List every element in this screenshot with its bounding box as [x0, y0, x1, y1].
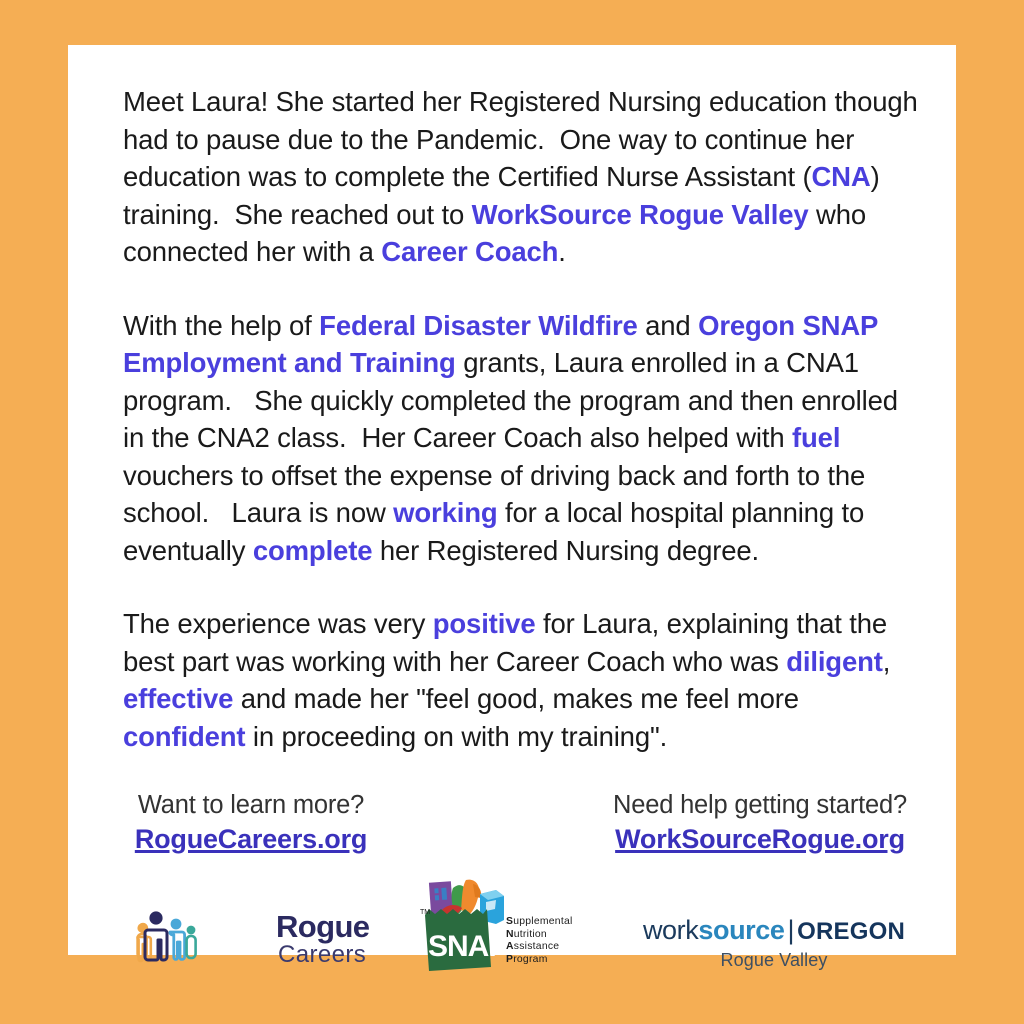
story-text-run: and made her "feel good, makes me feel more — [233, 683, 807, 714]
highlighted-term: Federal Disaster Wildfire — [319, 309, 638, 341]
worksource-work-text: work — [642, 915, 699, 945]
worksource-oregon-text: OREGON — [797, 918, 906, 945]
footer-section — [68, 790, 956, 970]
careers-word: Careers — [278, 941, 367, 968]
snap-tagline-line-2: Nutrition — [506, 928, 547, 940]
rogue-careers-link[interactable]: RogueCareers.org — [134, 824, 368, 854]
highlighted-term: complete — [252, 534, 373, 566]
worksource-oregon-logo — [628, 915, 920, 973]
white-content-card — [68, 45, 956, 970]
rogue-careers-figures — [134, 908, 200, 969]
cta-left — [86, 790, 416, 855]
worksource-rogue-link[interactable]: WorkSourceRogue.org — [615, 824, 905, 854]
highlighted-term: positive — [432, 608, 536, 639]
story-paragraph-2 — [123, 307, 923, 570]
rogue-word: Rogue — [276, 909, 370, 944]
snap-tagline-line-4: Program — [506, 953, 548, 965]
story-text-run: Meet Laura! She started her Registered Nursing education though had to pause due to the Pandemic. One way to continue her education was to complete the Certified Nurse Assistant ( — [123, 86, 926, 192]
story-text-run: vouchers to offset the expense of driving back and forth to the school. Laura is now — [123, 422, 873, 528]
highlighted-term: confident — [123, 720, 246, 752]
success-story-text — [123, 83, 926, 755]
highlighted-term: diligent — [786, 645, 883, 677]
highlighted-term: working — [393, 497, 498, 528]
rogue-careers-logo — [134, 908, 370, 970]
highlighted-term: fuel — [792, 422, 841, 453]
worksource-subtitle: Rogue Valley — [720, 950, 828, 970]
highlighted-term: Oregon SNAP Employment and Training — [123, 309, 886, 378]
story-text-run: . — [558, 236, 566, 267]
snap-grocery-bag-icon — [420, 868, 508, 978]
story-paragraph-1 — [123, 83, 926, 271]
cta-left-question: Want to learn more? — [137, 791, 365, 819]
snap-tagline-line-1: Supplemental — [506, 916, 573, 927]
cta-right — [580, 790, 940, 855]
highlighted-term: Career Coach — [381, 236, 559, 267]
svg-text:SNAP: SNAP — [428, 930, 508, 963]
snap-tagline-line-3: Assistance — [506, 941, 560, 952]
story-text-run: , — [882, 645, 898, 677]
story-text-run: ) training. She reached out to — [123, 161, 888, 230]
snap-tagline — [506, 916, 573, 966]
cta-right-question: Need help getting started? — [613, 791, 907, 819]
story-text-run: and — [637, 309, 699, 341]
worksource-divider: | — [787, 915, 795, 945]
story-text-run: her Registered Nursing degree. — [372, 534, 760, 566]
snap-logo — [420, 868, 598, 978]
story-text-run: for a local hospital planning to eventually — [123, 497, 872, 566]
story-text-run: grants, Laura enrolled in a CNA1 program. She quickly completed the program and then enrolled in the CNA2 class. Her Career Coach also helped with — [123, 347, 906, 453]
highlighted-term: effective — [123, 683, 234, 714]
story-text-run: The experience was very — [123, 608, 433, 639]
rogue-careers-wordmark — [276, 911, 369, 967]
story-text-run: in proceeding on with my training". — [245, 720, 668, 752]
highlighted-term: WorkSource Rogue Valley — [471, 198, 809, 230]
story-paragraph-3 — [123, 605, 923, 755]
snap-trademark: TM — [420, 909, 431, 916]
story-text-run: who connected her with a — [123, 198, 874, 267]
worksource-source-text: source — [698, 915, 785, 945]
worksource-wordmark — [628, 915, 920, 947]
story-text-run: for Laura, explaining that the best part was working with her Career Coach who was — [123, 608, 895, 677]
highlighted-term: CNA — [811, 161, 871, 192]
story-text-run: With the help of — [123, 309, 320, 341]
